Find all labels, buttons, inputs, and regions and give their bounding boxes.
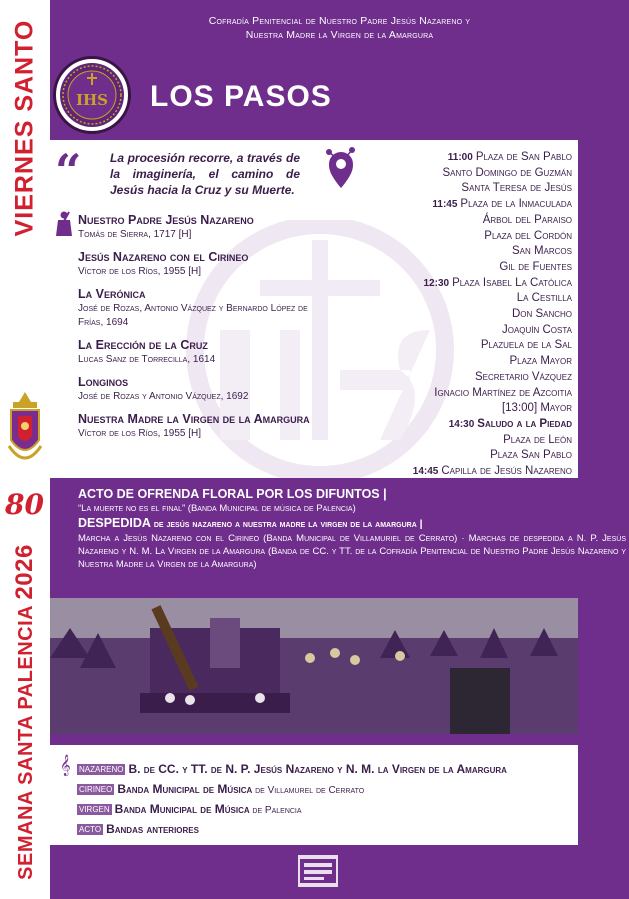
paso-name: Longinos xyxy=(78,375,129,389)
route-stop xyxy=(322,150,572,166)
route-place: Plaza San Pablo xyxy=(490,449,572,462)
header-line-2: Nuestra Madre la Virgen de la Amargura xyxy=(245,29,434,41)
paso-author: Víctor de los Ríos, 1955 [H] xyxy=(78,428,202,439)
band-name: Bandas anteriores xyxy=(106,822,199,836)
paso-item xyxy=(78,411,318,441)
despedida-title-main: DESPEDIDA xyxy=(78,516,151,530)
route-place: La Cestilla xyxy=(516,292,572,305)
band-item xyxy=(77,800,507,820)
route-stop xyxy=(322,229,572,245)
band-place: de Villamurel de Cerrato xyxy=(252,785,365,796)
route-time: 12:30 xyxy=(423,277,450,289)
route-time: 11:45 xyxy=(432,199,458,211)
route-stop xyxy=(322,370,572,386)
route-stop xyxy=(322,276,572,292)
paso-name: La Verónica xyxy=(78,287,146,301)
band-name: Banda Municipal de Música xyxy=(114,802,250,816)
music-note-icon: 𝄞 xyxy=(60,755,71,775)
band-name: Banda Municipal de Música xyxy=(117,782,253,796)
despedida-description: Marcha a Jesús Nazareno con el Cirineo (Banda Municipal de Villamuriel de Cerrato) · Marchas de despedida a N. P. Jesús Nazareno y N. M. La Virgen de la Amargura (Banda de CC. y TT. de la Cofradía Penitencial de Nuestro Padre Jesús Nazareno y Nuestra Madre la Virgen de la Amargura) xyxy=(78,533,626,570)
ofrenda-title: ACTO DE OFRENDA FLORAL POR LOS DIFUNTOS | xyxy=(78,487,387,501)
route-time: 14:30 xyxy=(448,418,475,430)
paso-author: José de Rozas, Antonio Vázquez y Bernardo López de Frías, 1694 xyxy=(78,303,308,328)
route-place: Plaza del Cordón xyxy=(484,229,572,242)
route-stop xyxy=(322,464,572,478)
band-place: de Palencia xyxy=(249,805,302,816)
anniversary-mark: 80 xyxy=(5,488,44,521)
band-tag: VIRGEN xyxy=(79,805,110,814)
route-place: Capilla de Jesús Nazareno xyxy=(441,465,572,478)
event-name: SEMANA SANTA PALENCIA xyxy=(15,605,37,880)
band-tag: CIRINEO xyxy=(79,785,113,794)
content-panel xyxy=(50,140,578,478)
band-tag: NAZARENO xyxy=(79,765,124,774)
route-place: Joaquín Costa xyxy=(502,323,572,336)
route-stop xyxy=(322,338,572,354)
route-place: Plaza Mayor xyxy=(509,355,572,368)
paso-author: José de Rozas y Antonio Vázquez, 1692 xyxy=(78,391,249,402)
band-tag: ACTO xyxy=(79,825,102,834)
paso-item xyxy=(78,212,318,242)
route-stop xyxy=(322,244,572,260)
crest-icon xyxy=(7,390,43,472)
route-place: Plaza de León xyxy=(503,433,572,446)
event-year: 2026 xyxy=(11,544,38,600)
quote-mark-icon: “ xyxy=(55,144,82,198)
acts-section xyxy=(78,486,626,571)
main-area xyxy=(50,0,629,899)
procession-photo xyxy=(50,598,578,734)
semana-santa-logo xyxy=(298,855,338,887)
ihs-emblem xyxy=(53,56,131,134)
left-sidebar xyxy=(0,0,50,899)
day-label: VIERNES SANTO xyxy=(10,19,39,237)
paso-author: Tomás de Sierra, 1717 [H] xyxy=(78,229,192,240)
paso-name: Nuestro Padre Jesús Nazareno xyxy=(78,213,254,227)
paso-author: Lucas Sanz de Torrecilla, 1614 xyxy=(78,354,216,365)
route-place: San Marcos xyxy=(511,245,572,258)
band-item xyxy=(77,760,507,780)
route-stop xyxy=(322,166,572,182)
route-stop xyxy=(322,386,572,402)
route-stop xyxy=(322,213,572,229)
paso-name: Jesús Nazareno con el Cirineo xyxy=(78,250,249,264)
emblem-letters: IHS xyxy=(75,91,109,109)
nazarene-figure-icon xyxy=(55,210,73,236)
route-stop xyxy=(322,417,572,433)
route-stop xyxy=(322,307,572,323)
route-place: Secretario Vázquez xyxy=(474,370,572,383)
route-stop xyxy=(322,354,572,370)
route-stop xyxy=(322,323,572,339)
ofrenda-subtitle: “La muerte no es el final” (Banda Municipal de música de Palencia) xyxy=(78,503,356,514)
brotherhood-header xyxy=(50,14,629,42)
intro-text: La procesión recorre, a través de la imaginería, el camino de Jesús hacia la Cruz y su Muerte. xyxy=(110,151,300,197)
paso-item xyxy=(78,286,318,330)
route-stop xyxy=(322,181,572,197)
route-place: Don Sancho xyxy=(511,308,572,321)
route-list xyxy=(322,150,572,478)
band-item xyxy=(77,780,507,800)
paso-item xyxy=(78,337,318,367)
paso-item xyxy=(78,374,318,404)
page-title: LOS PASOS xyxy=(150,80,332,113)
route-place: Árbol del Paraiso xyxy=(482,213,572,226)
route-stop xyxy=(322,260,572,276)
route-place: Gil de Fuentes xyxy=(499,260,572,273)
event-label xyxy=(11,544,39,880)
pasos-list xyxy=(78,212,318,448)
route-place: Plaza de San Pablo xyxy=(475,151,572,163)
bands-panel xyxy=(50,745,578,845)
despedida-title xyxy=(78,515,626,532)
route-place: [13:00] Mayor xyxy=(501,402,572,415)
route-place: Plazuela de la Sal xyxy=(480,339,572,352)
route-place: Santa Teresa de Jesús xyxy=(461,182,572,195)
emblem-ring-icon xyxy=(56,59,128,131)
route-place: Plaza Isabel La Católica xyxy=(452,276,572,289)
route-stop xyxy=(322,433,572,449)
route-stop xyxy=(322,448,572,464)
paso-name: Nuestra Madre la Virgen de la Amargura xyxy=(78,412,310,426)
paso-name: La Erección de la Cruz xyxy=(78,338,208,352)
band-name: B. de CC. y TT. de N. P. Jesús Nazareno y N. M. la Virgen de la Amargura xyxy=(128,762,507,776)
route-place: Ignacio Martínez de Azcoitia xyxy=(434,386,572,399)
header-line-1: Cofradía Penitencial de Nuestro Padre Jesús Nazareno y xyxy=(208,15,471,27)
route-time: 14:45 xyxy=(412,466,439,478)
paso-item xyxy=(78,249,318,279)
band-item xyxy=(77,820,507,840)
route-stop xyxy=(322,401,572,417)
despedida-title-rest: de jesús nazareno a nuestra madre la virgen de la amargura | xyxy=(150,518,423,530)
route-place: Santo Domingo de Guzmán xyxy=(442,166,572,179)
bands-list xyxy=(77,760,507,840)
route-place: Saludo a la Piedad xyxy=(477,417,572,430)
route-time: 11:00 xyxy=(447,152,473,163)
route-stop xyxy=(322,197,572,213)
paso-author: Víctor de los Ríos, 1955 [H] xyxy=(78,266,202,277)
route-place: Plaza de la Inmaculada xyxy=(460,198,572,211)
route-stop xyxy=(322,291,572,307)
